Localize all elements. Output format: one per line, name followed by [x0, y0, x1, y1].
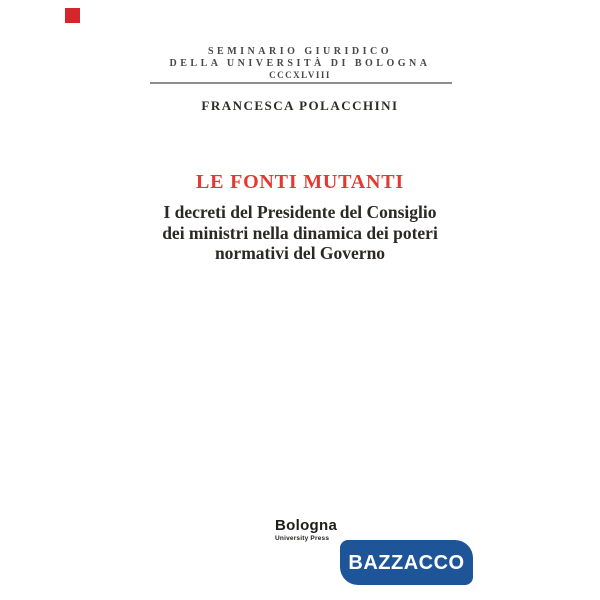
book-subtitle: [0, 202, 600, 264]
subtitle-line-2: dei ministri nella dinamica dei poteri: [162, 222, 438, 243]
bazzacco-badge-label: BAZZACCO: [348, 551, 465, 574]
book-title: LE FONTI MUTANTI: [195, 171, 404, 193]
subtitle-line-1: I decreti del Presidente del Consiglio: [163, 202, 437, 222]
series-title-line2: DELLA UNIVERSITÀ DI BOLOGNA: [169, 58, 431, 69]
divider-line: [150, 82, 452, 84]
publisher-subname: University Press: [275, 535, 330, 542]
series-volume-number: CCCXLVIII: [269, 70, 331, 80]
series-title-line1: SEMINARIO GIURIDICO: [207, 46, 392, 57]
subtitle-line-3: normativi del Governo: [214, 243, 386, 263]
publisher-name: Bologna: [275, 517, 338, 534]
publisher-logo: [275, 518, 337, 542]
red-marker-square: [65, 8, 80, 23]
author-name: FRANCESCA POLACCHINI: [201, 98, 399, 113]
bazzacco-badge: [340, 540, 473, 585]
